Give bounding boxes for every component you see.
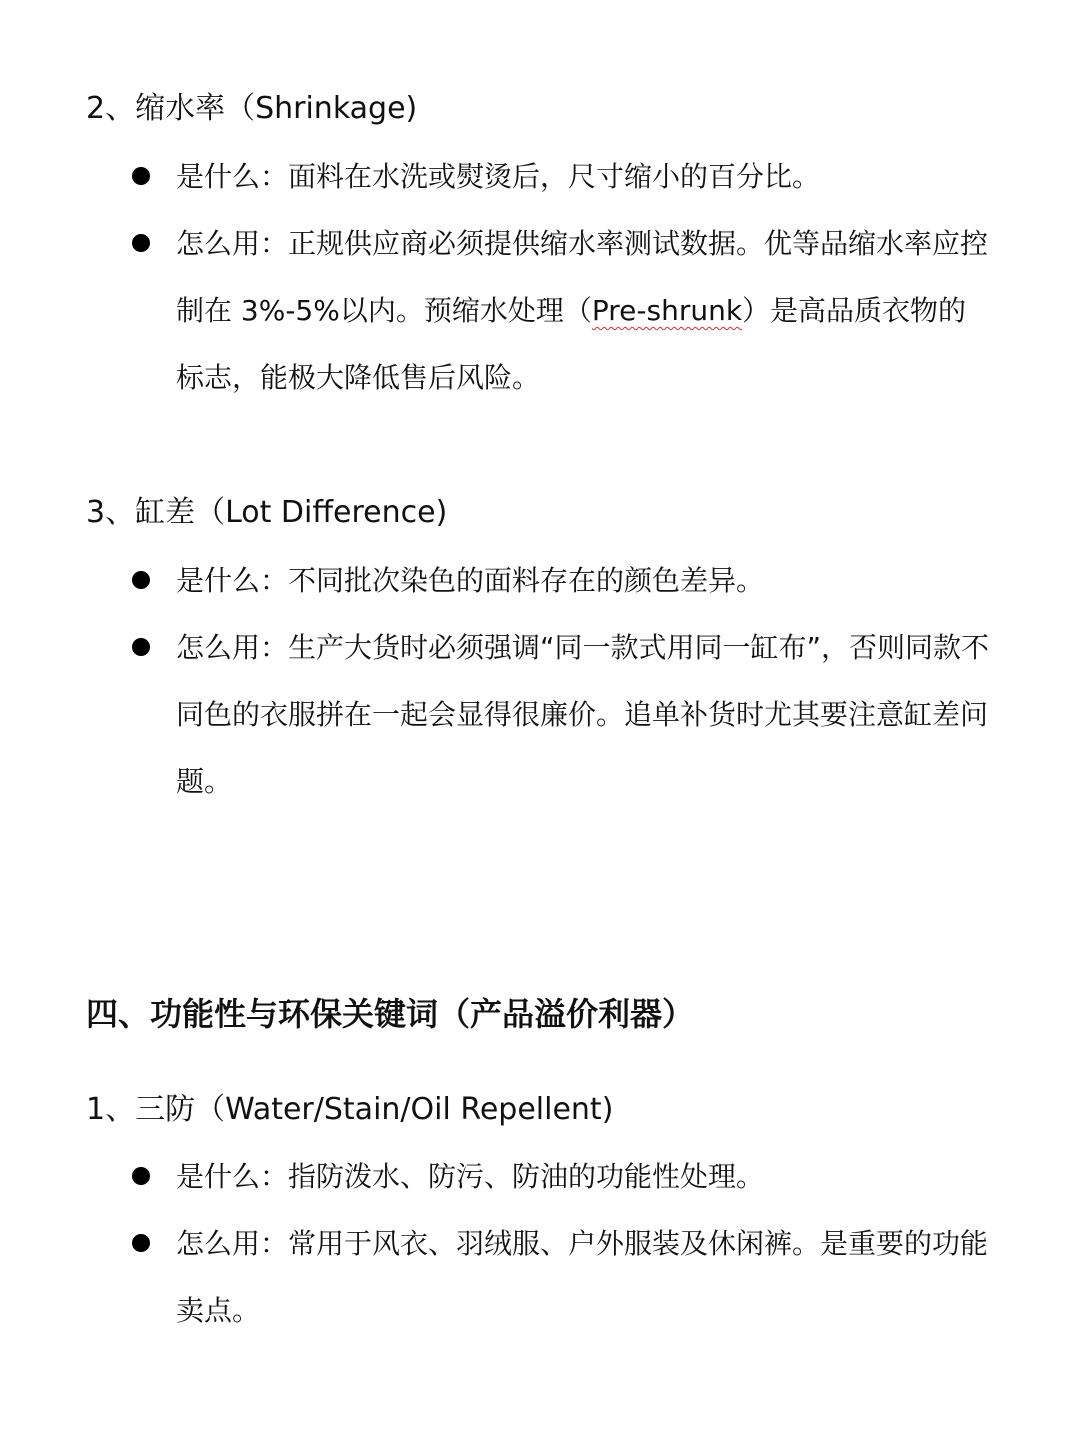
bullet-dot-icon	[132, 571, 150, 589]
bullet-lot-what	[132, 547, 992, 614]
bullet-dot-icon	[132, 638, 150, 656]
bullet-text-part: 怎么用：正规供应商必须提供缩水率测试数据。优等品缩水率应控制在 3%-5%以内。预缩水处理（	[176, 227, 989, 327]
bullet-dot-icon	[132, 234, 150, 252]
bullet-text: 怎么用：常用于风衣、羽绒服、户外服装及休闲裤。是重要的功能卖点。	[176, 1227, 989, 1327]
bullet-dot-icon	[132, 1234, 150, 1252]
bullet-shrinkage-how	[132, 210, 992, 411]
bullet-three-proof-how	[132, 1210, 992, 1344]
bullet-dot-icon	[132, 1167, 150, 1185]
heading-three-proof: 1、三防（Water/Stain/Oil Repellent)	[86, 1092, 614, 1127]
bullet-text-part: ）是高品质衣物的标志，能极大降低售后风险。	[176, 294, 967, 394]
bullet-text: 是什么：不同批次染色的面料存在的颜色差异。	[176, 564, 765, 597]
spellcheck-term: Pre-shrunk	[591, 294, 743, 327]
bullet-text: 是什么：指防泼水、防污、防油的功能性处理。	[176, 1160, 765, 1193]
bullet-text: 怎么用：生产大货时必须强调“同一款式用同一缸布”，否则同款不同色的衣服拼在一起会显得很廉价。追单补货时尤其要注意缸差问题。	[176, 631, 990, 798]
section-title-functional: 四、功能性与环保关键词（产品溢价利器）	[86, 995, 695, 1033]
bullet-text: 是什么：面料在水洗或熨烫后，尺寸缩小的百分比。	[176, 160, 821, 193]
bullet-lot-how	[132, 614, 992, 815]
bullet-text	[176, 210, 992, 411]
bullet-dot-icon	[132, 167, 150, 185]
bullet-shrinkage-what	[132, 143, 992, 210]
heading-shrinkage: 2、缩水率（Shrinkage)	[86, 91, 418, 126]
bullet-three-proof-what	[132, 1143, 992, 1210]
heading-lot-difference: 3、缸差（Lot Difference)	[86, 495, 448, 530]
